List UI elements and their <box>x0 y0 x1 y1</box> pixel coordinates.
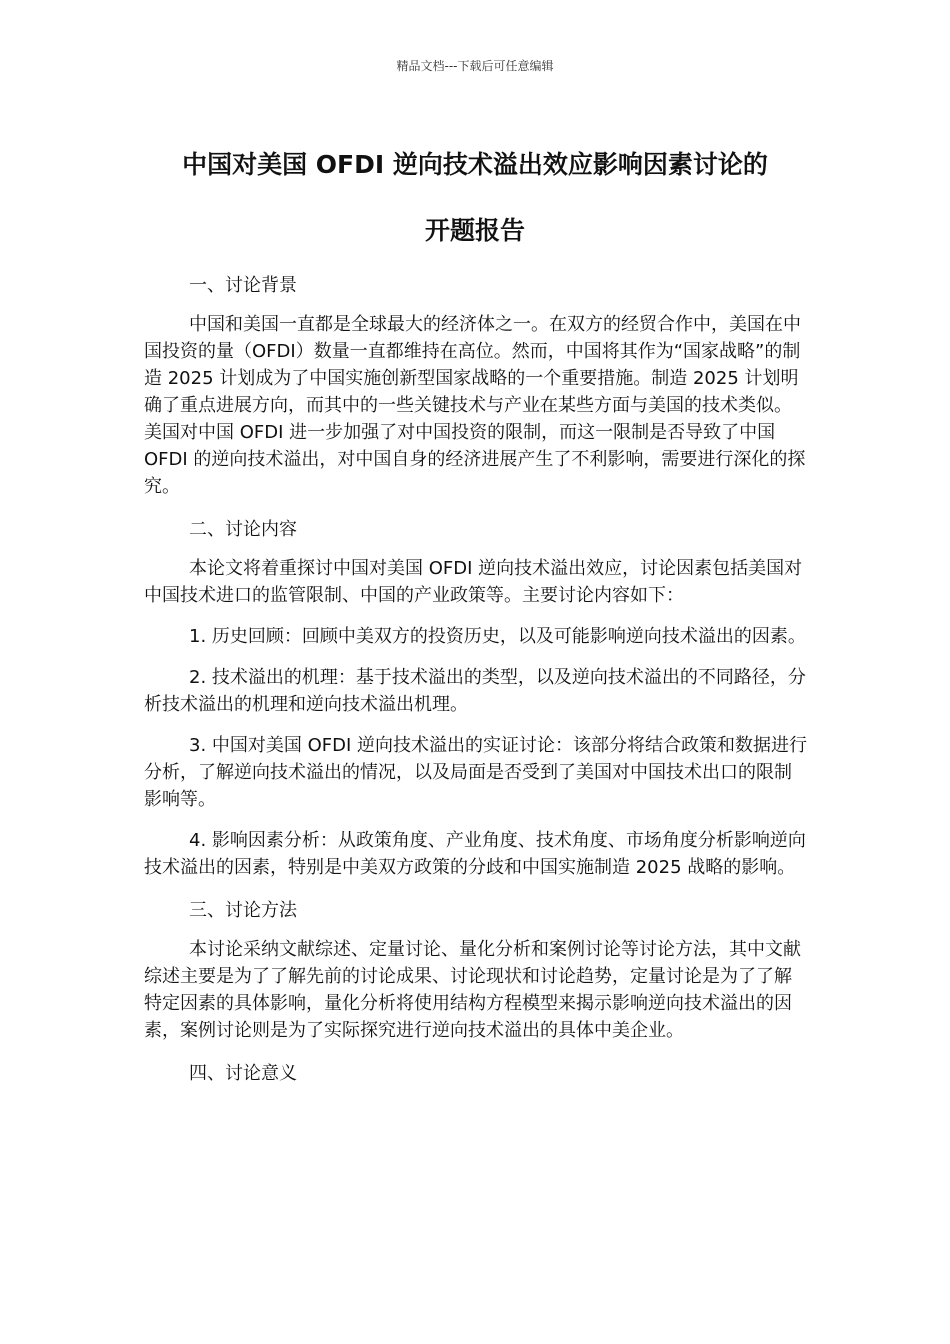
content-item-history: 1. 历史回顾：回顾中美双方的投资历史，以及可能影响逆向技术溢出的因素。 <box>189 626 806 647</box>
content-item-factors: 4. 影响因素分析：从政策角度、产业角度、技术角度、市场角度分析影响逆向技术溢出的因素，特别是中美双方政策的分歧和中国实施制造 2025 战略的影响。 <box>144 830 806 878</box>
content-item-empirical: 3. 中国对美国 OFDI 逆向技术溢出的实证讨论：该部分将结合政策和数据进行分析，了解逆向技术溢出的情况，以及局面是否受到了美国对中国技术出口的限制影响等。 <box>144 735 808 810</box>
document-title <box>100 132 850 264</box>
section-heading-content: 二、讨论内容 <box>189 519 297 540</box>
content-item-mechanism: 2. 技术溢出的机理：基于技术溢出的类型，以及逆向技术溢出的不同路径，分析技术溢出的机理和逆向技术溢出机理。 <box>144 667 806 715</box>
background-paragraph: 中国和美国一直都是全球最大的经济体之一。在双方的经贸合作中，美国在中国投资的量（OFDI）数量一直都维持在高位。然而，中国将其作为“国家战略”的制造 2025 计划成为了中国实施创新型国家战略的一个重要措施。制造 2025 计划明确了重点进展方向，而其中的一些关键技术与产业在某些方面与美国的技术类似。美国对中国 OFDI 进一步加强了对中国投资的限制，而这一限制是否导致了中国 OFDI 的逆向技术溢出，对中国自身的经济进展产生了不利影响，需要进行深化的探究。 <box>144 314 806 497</box>
document-title-line-2: 开题报告 <box>424 216 525 245</box>
method-paragraph: 本讨论采纳文献综述、定量讨论、量化分析和案例讨论等讨论方法，其中文献综述主要是为了了解先前的讨论成果、讨论现状和讨论趋势，定量讨论是为了了解特定因素的具体影响，量化分析将使用结构方程模型来揭示影响逆向技术溢出的因素，案例讨论则是为了实际探究进行逆向技术溢出的具体中美企业。 <box>144 939 801 1041</box>
document-body <box>144 270 808 1099</box>
page-header: 精品文档---下载后可任意编辑 <box>396 59 554 73</box>
section-heading-background: 一、讨论背景 <box>189 275 297 296</box>
content-intro-paragraph: 本论文将着重探讨中国对美国 OFDI 逆向技术溢出效应，讨论因素包括美国对中国技术进口的监管限制、中国的产业政策等。主要讨论内容如下： <box>144 558 803 606</box>
section-heading-method: 三、讨论方法 <box>189 900 297 921</box>
document-title-line-1: 中国对美国 OFDI 逆向技术溢出效应影响因素讨论的 <box>182 150 768 179</box>
section-heading-significance: 四、讨论意义 <box>189 1063 297 1084</box>
